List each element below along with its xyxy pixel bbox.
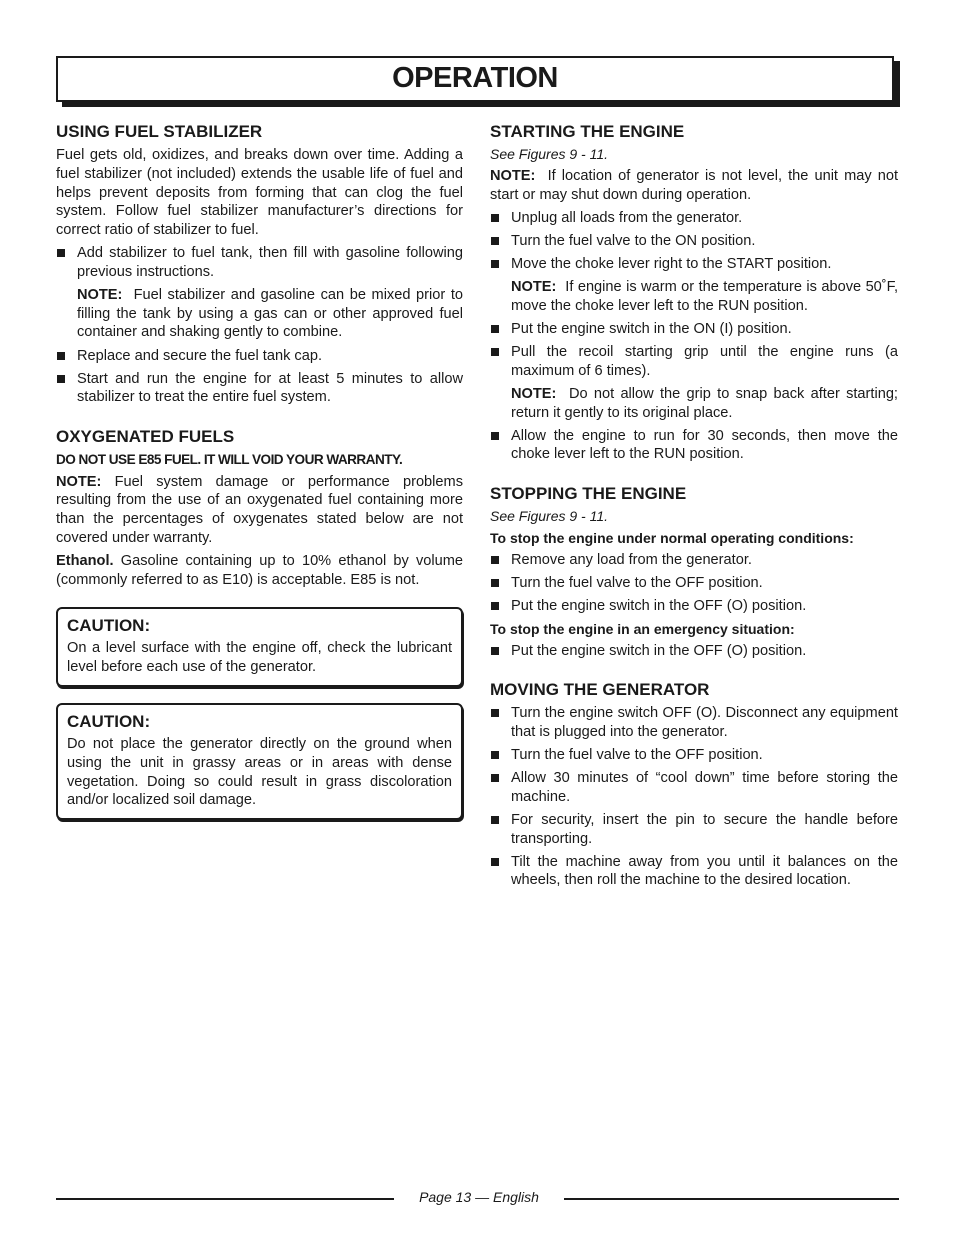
list-item (490, 427, 898, 465)
list-item (56, 244, 463, 282)
list-item-text: Allow the engine to run for 30 seconds, then move the choke lever left to the RUN position. (511, 427, 898, 463)
section-heading: STOPPING THE ENGINE (490, 483, 687, 503)
subheading: To stop the engine under normal operating conditions: (490, 529, 854, 546)
list-item (490, 746, 898, 765)
caution-title: CAUTION: (67, 616, 151, 636)
list-item (490, 597, 898, 616)
section-stopping-engine (490, 484, 898, 661)
list-item-text: Start and run the engine for at least 5 minutes to allow stabilizer to treat the entire fuel system. (77, 370, 463, 406)
list-item (490, 255, 898, 274)
list-item (490, 704, 898, 742)
section-oxygenated-fuels (56, 427, 463, 590)
list-item-text: Unplug all loads from the generator. (511, 209, 743, 226)
list-item-text: Put the engine switch in the OFF (O) position. (511, 642, 807, 659)
section-fuel-stabilizer (56, 122, 463, 407)
list-item (490, 642, 898, 661)
note-label: NOTE: (490, 168, 536, 184)
caution-title: CAUTION: (67, 711, 151, 731)
section-heading: OXYGENATED FUELS (56, 426, 235, 446)
list-item-text: Replace and secure the fuel tank cap. (77, 347, 323, 364)
square-bullet-icon (491, 260, 499, 268)
subheading: To stop the engine in an emergency situation: (490, 620, 795, 637)
list-item (490, 811, 898, 849)
square-bullet-icon (491, 751, 499, 759)
note-label: NOTE: (511, 278, 557, 295)
note-text: Do not allow the grip to snap back after starting; return it gently to its original place. (511, 385, 898, 421)
list-item-text: Remove any load from the generator. (511, 551, 752, 568)
section-heading: STARTING THE ENGINE (490, 122, 685, 141)
square-bullet-icon (491, 214, 499, 222)
square-bullet-icon (491, 325, 499, 333)
left-column (56, 122, 463, 836)
note-text: Fuel stabilizer and gasoline can be mixed prior to filling the tank by using a gas can or other approved fuel container and shaking gently to combine. (77, 286, 463, 341)
square-bullet-icon (491, 774, 499, 782)
bullet-list (56, 347, 463, 408)
list-item (490, 232, 898, 251)
list-item (490, 769, 898, 807)
list-item (56, 370, 463, 408)
section-heading: USING FUEL STABILIZER (56, 122, 263, 141)
page-title: OPERATION (392, 62, 558, 94)
list-item-text: Add stabilizer to fuel tank, then fill with gasoline following previous instructions. (77, 244, 463, 280)
square-bullet-icon (491, 602, 499, 610)
ethanol-text: Gasoline containing up to 10% ethanol by volume (commonly referred to as E10) is acceptable. E85 is not. (56, 552, 463, 588)
list-item-text: Turn the engine switch OFF (O). Disconnect any equipment that is plugged into the generator. (511, 704, 898, 740)
note (56, 286, 463, 342)
page-number: Page 13 — English (419, 1189, 539, 1205)
section-starting-engine (490, 122, 898, 464)
paragraph: Fuel gets old, oxidizes, and breaks down over time. Adding a fuel stabilizer (not included) extends the usable life of fuel and helps prevent deposits from forming that can clog the fuel system. Follow fuel stabilizer manufacturer’s directions for correct ratio of stabilizer to fuel. (56, 147, 463, 239)
right-column (490, 122, 898, 895)
bullet-list (490, 427, 898, 465)
square-bullet-icon (491, 348, 499, 356)
note-text: Fuel system damage or performance problems resulting from the use of an oxygenated fuel containing more than the percentages of oxygenates stated below are not covered under warranty. (56, 473, 463, 546)
list-item (490, 209, 898, 228)
note (490, 385, 898, 423)
square-bullet-icon (491, 858, 499, 866)
square-bullet-icon (491, 237, 499, 245)
list-item (490, 320, 898, 339)
caution-box (56, 703, 463, 820)
square-bullet-icon (491, 579, 499, 587)
square-bullet-icon (57, 352, 65, 360)
list-item (490, 574, 898, 593)
square-bullet-icon (491, 709, 499, 717)
square-bullet-icon (491, 816, 499, 824)
note-label: NOTE: (77, 286, 123, 303)
bullet-list (490, 704, 898, 890)
list-item-text: Tilt the machine away from you until it balances on the wheels, then roll the machine to the desired location. (511, 853, 898, 889)
list-item-text: Turn the fuel valve to the OFF position. (511, 574, 763, 591)
page-header (56, 56, 894, 102)
list-item-text: Move the choke lever right to the START position. (511, 255, 832, 272)
warranty-warning: DO NOT USE E85 FUEL. IT WILL VOID YOUR WARRANTY. (56, 451, 403, 467)
note (56, 473, 463, 548)
ethanol-label: Ethanol. (56, 552, 114, 569)
list-item-text: Turn the fuel valve to the OFF position. (511, 746, 763, 763)
note-text: If engine is warm or the temperature is above 50˚F, move the choke lever left to the RUN position. (511, 278, 899, 314)
list-item (56, 347, 463, 366)
footer-rule-right (564, 1198, 899, 1200)
square-bullet-icon (491, 556, 499, 564)
bullet-list (490, 209, 898, 274)
square-bullet-icon (57, 375, 65, 383)
note-label: NOTE: (511, 385, 557, 402)
section-moving-generator (490, 680, 898, 890)
caution-text: On a level surface with the engine off, check the lubricant level before each use of the generator. (67, 640, 452, 676)
list-item-text: Allow 30 minutes of “cool down” time before storing the machine. (511, 769, 898, 805)
figure-reference: See Figures 9 - 11. (490, 146, 609, 162)
ethanol-paragraph (56, 552, 463, 590)
square-bullet-icon (491, 432, 499, 440)
figure-reference: See Figures 9 - 11. (490, 507, 609, 524)
list-item (490, 343, 898, 381)
footer-rule-left (56, 1198, 394, 1200)
list-item-text: Put the engine switch in the ON (I) position. (511, 320, 792, 337)
note (490, 167, 898, 205)
note-label: NOTE: (56, 473, 102, 490)
bullet-list (490, 551, 898, 616)
bullet-list (490, 642, 898, 661)
caution-box (56, 607, 463, 687)
caution-text: Do not place the generator directly on the ground when using the unit in grassy areas or in areas with dense vegetation. Doing so could result in grass discoloration and/or localized soil damage. (67, 735, 452, 809)
note-text: If location of generator is not level, the unit may not start or may shut down during operation. (490, 168, 899, 203)
list-item (490, 551, 898, 570)
list-item-text: Pull the recoil starting grip until the engine runs (a maximum of 6 times). (511, 343, 898, 379)
square-bullet-icon (491, 647, 499, 655)
list-item-text: For security, insert the pin to secure the handle before transporting. (511, 811, 898, 847)
list-item (490, 853, 898, 891)
list-item-text: Turn the fuel valve to the ON position. (511, 232, 756, 249)
bullet-list (490, 320, 898, 381)
section-heading: MOVING THE GENERATOR (490, 679, 710, 699)
list-item-text: Put the engine switch in the OFF (O) position. (511, 597, 807, 614)
bullet-list (56, 244, 463, 282)
note (490, 278, 898, 316)
square-bullet-icon (57, 249, 65, 257)
